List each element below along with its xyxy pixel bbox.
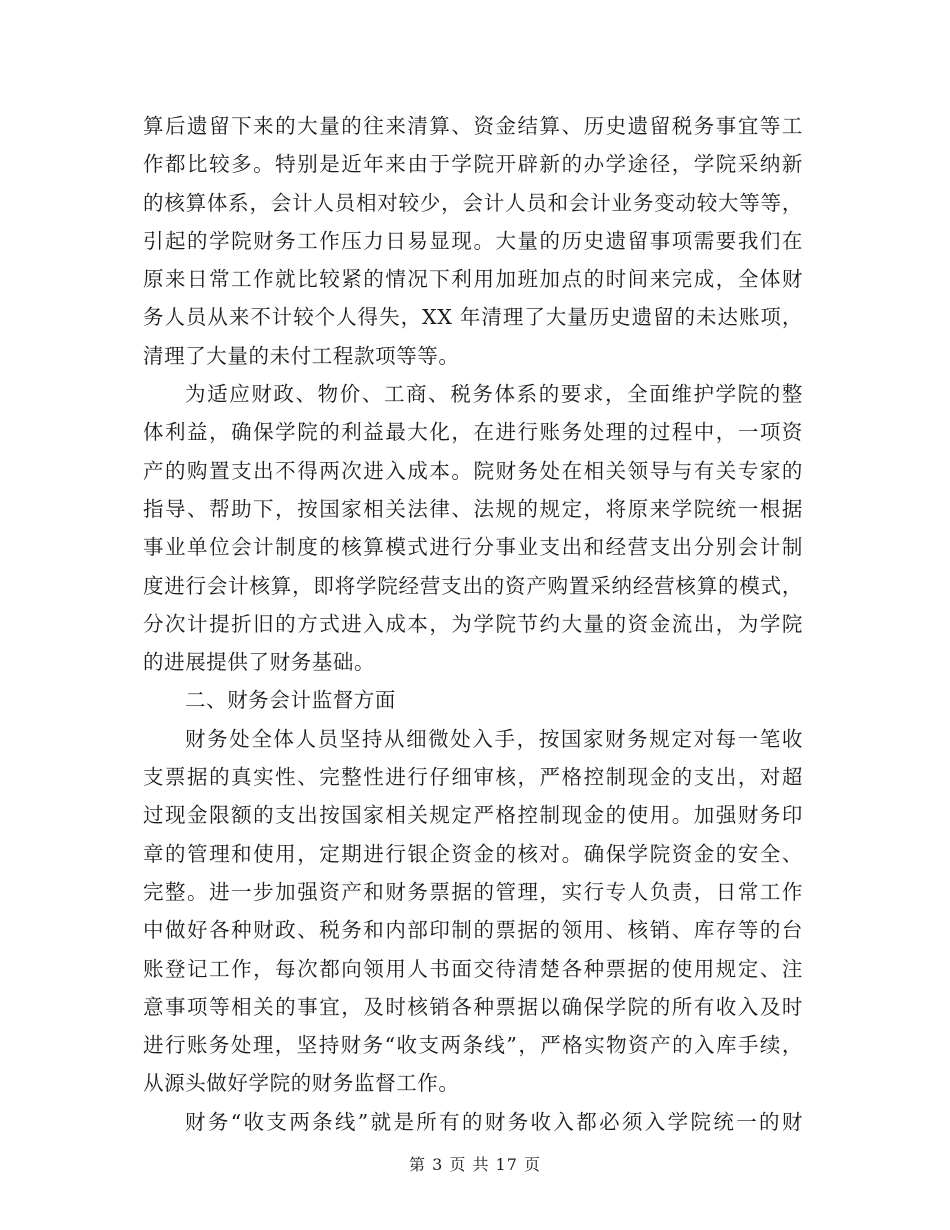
- text-line: 进行账务处理，坚持财务“收支两条线”，严格实物资产的入库手续，: [143, 1033, 803, 1058]
- page-number-footer: 第 3 页 共 17 页: [409, 1155, 541, 1174]
- text-line: 章的管理和使用，定期进行银企资金的核对。确保学院资金的安全、: [143, 841, 803, 866]
- text-line: 支票据的真实性、完整性进行仔细审核，严格控制现金的支出，对超: [143, 765, 803, 790]
- text-line: 完整。进一步加强资产和财务票据的管理，实行专人负责，日常工作: [143, 879, 803, 904]
- paragraph-first-line: 财务“收支两条线”就是所有的财务收入都必须入学院统一的财: [185, 1109, 803, 1134]
- text-line: 引起的学院财务工作压力日易显现。大量的历史遗留事项需要我们在: [143, 228, 803, 253]
- text-line: 账登记工作，每次都向领用人书面交待清楚各种票据的使用规定、注: [143, 956, 803, 981]
- text-line: 过现金限额的支出按国家相关规定严格控制现金的使用。加强财务印: [143, 803, 803, 828]
- text-line: 算后遗留下来的大量的往来清算、资金结算、历史遗留税务事宜等工: [143, 114, 803, 138]
- text-line: 意事项等相关的事宜，及时核销各种票据以确保学院的所有收入及时: [143, 994, 803, 1019]
- section-heading: 二、财务会计监督方面: [185, 688, 396, 713]
- text-line: 体利益，确保学院的利益最大化，在进行账务处理的过程中，一项资: [143, 420, 803, 445]
- text-line: 的进展提供了财务基础。: [143, 650, 376, 675]
- text-line: 度进行会计核算，即将学院经营支出的资产购置采纳经营核算的模式，: [143, 573, 803, 598]
- text-line: 清理了大量的未付工程款项等等。: [143, 343, 460, 368]
- text-line: 分次计提折旧的方式进入成本，为学院节约大量的资金流出，为学院: [143, 611, 803, 636]
- paragraph-first-line: 财务处全体人员坚持从细微处入手，按国家财务规定对每一笔收: [185, 726, 803, 751]
- text-line: 指导、帮助下，按国家相关法律、法规的规定，将原来学院统一根据: [143, 496, 803, 521]
- text-line: 原来日常工作就比较紧的情况下利用加班加点的时间来完成，全体财: [143, 267, 803, 292]
- text-line: 事业单位会计制度的核算模式进行分事业支出和经营支出分别会计制: [143, 535, 803, 560]
- paragraph-first-line: 为适应财政、物价、工商、税务体系的要求，全面维护学院的整: [185, 382, 803, 407]
- text-line: 作都比较多。特别是近年来由于学院开辟新的办学途径，学院采纳新: [143, 152, 803, 177]
- document-body: [143, 107, 803, 1141]
- text-line: 产的购置支出不得两次进入成本。院财务处在相关领导与有关专家的: [143, 458, 803, 483]
- text-line: 从源头做好学院的财务监督工作。: [143, 1071, 460, 1096]
- text-line: 务人员从来不计较个人得失，XX 年清理了大量历史遗留的未达账项，: [143, 305, 803, 330]
- text-line: 的核算体系，会计人员相对较少，会计人员和会计业务变动较大等等，: [143, 190, 803, 215]
- text-line: 中做好各种财政、税务和内部印制的票据的领用、核销、库存等的台: [143, 918, 803, 943]
